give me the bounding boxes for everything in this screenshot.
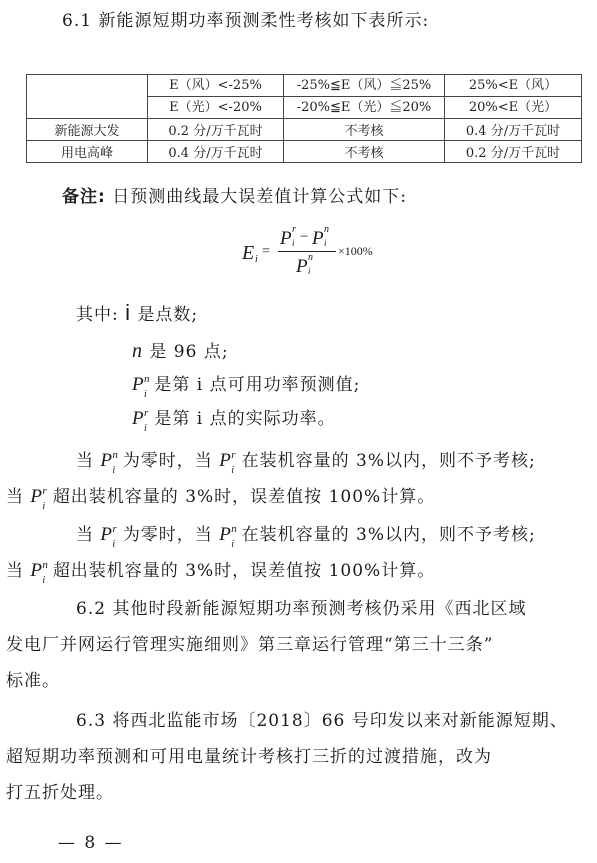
p-r-symbol: P r i [132,407,150,434]
table-row [27,119,582,141]
text: 超出装机容量的 3%时，误差值按 100%计算。 [52,561,436,581]
p-n-symbol: P n i [219,523,238,550]
def-pn-text: 是第 i 点可用功率预测值; [154,375,361,395]
formula-lhs-sub: i [255,254,258,265]
row-cell: 0.4 分/万千瓦时 [445,119,582,141]
header-col1-line1: E（风）<-25% [148,75,284,97]
formula-num-p2-sub: i [324,238,327,248]
formula-num-p1-sub: i [292,238,295,248]
table-row [27,141,582,163]
note-text: 日预测曲线最大误差值计算公式如下: [112,187,407,207]
def-pr-text: 是第 i 点的实际功率。 [154,409,336,429]
text: 在装机容量的 3%以内，则不予考核; [241,451,536,471]
header-col2-line1: -25%≦E（风）≦25% [284,75,445,97]
def-i-var: i [125,300,132,325]
table-header-row [27,75,582,97]
text: 在装机容量的 3%以内，则不予考核; [241,525,536,545]
para1-line2 [6,485,436,512]
formula-num-p2-sup: n [324,224,329,235]
row-cell: 0.2 分/万千瓦时 [148,119,284,141]
section-6-3-line3: 打五折处理。 [6,783,114,803]
section-6-3-line2: 超短期功率预测和可用电量统计考核打三折的过渡措施，改为 [6,747,492,767]
header-col1-line2: E（光）<-20% [148,97,284,119]
formula-minus: − [300,229,309,245]
section-6-2-line1: 6.2 其他时段新能源短期功率预测考核仍采用《西北区域 [76,599,527,619]
formula-den-sub: i [308,266,311,276]
def-n-line [132,340,229,363]
formula-times-100: ×100% [338,244,373,258]
section-6-2-line2: 发电厂并网运行管理实施细则》第三章运行管理“第三十三条” [6,635,494,655]
formula-lhs: E [242,242,255,264]
text: 当 [6,561,24,581]
fraction-bar [278,251,336,252]
formula-den-p: P [296,256,308,277]
section-6-2-line3: 标准。 [6,671,60,691]
note-line [62,186,407,208]
text: 当 [6,487,24,507]
row-cell: 不考核 [284,119,445,141]
text: 超出装机容量的 3%时，误差值按 100%计算。 [52,487,436,507]
def-pn-line [132,373,361,400]
note-label: 备注: [62,187,106,207]
formula-equals: = [262,244,270,259]
def-n-text: 是 96 点; [149,342,229,362]
text: 当 [76,525,94,545]
formula-num-p2: P [312,228,324,249]
p-n-symbol: P n i [30,559,49,586]
para2-line1 [76,523,536,550]
formula-den-sup: n [308,252,313,263]
def-i-line [76,302,198,326]
text: 当 [76,451,94,471]
error-formula [242,226,422,284]
section-6-3-line1: 6.3 将西北监能市场〔2018〕66 号印发以来对新能源短期、 [76,711,568,731]
row-label: 新能源大发 [27,119,148,141]
assessment-table [26,74,582,163]
def-i-text: 是点数; [137,305,199,325]
p-r-symbol: P r i [219,449,237,476]
formula-num-p1-sup: r [292,224,296,235]
row-cell: 不考核 [284,141,445,163]
row-label: 用电高峰 [27,141,148,163]
where-label: 其中: [76,305,119,325]
def-n-var: n [132,340,143,362]
section-6-1-heading: 6.1 新能源短期功率预测柔性考核如下表所示: [62,11,430,31]
p-r-symbol: P r i [100,523,118,550]
p-n-symbol: P n i [100,449,119,476]
para2-line2 [6,559,436,586]
def-pr-line [132,407,336,434]
text: 为零时，当 [122,525,213,545]
row-cell: 0.2 分/万千瓦时 [445,141,582,163]
p-n-symbol: P n i [132,373,151,400]
row-cell: 0.4 分/万千瓦时 [148,141,284,163]
header-col3-line1: 25%<E（风） [445,75,582,97]
header-col2-line2: -20%≦E（光）≦20% [284,97,445,119]
header-col3-line2: 20%<E（光） [445,97,582,119]
p-r-symbol: P r i [30,485,48,512]
para1-line1 [76,449,536,476]
page-number: — 8 — [58,833,124,853]
formula-num-p1: P [280,228,292,249]
text: 为零时，当 [122,451,213,471]
table-corner-cell [27,75,148,119]
